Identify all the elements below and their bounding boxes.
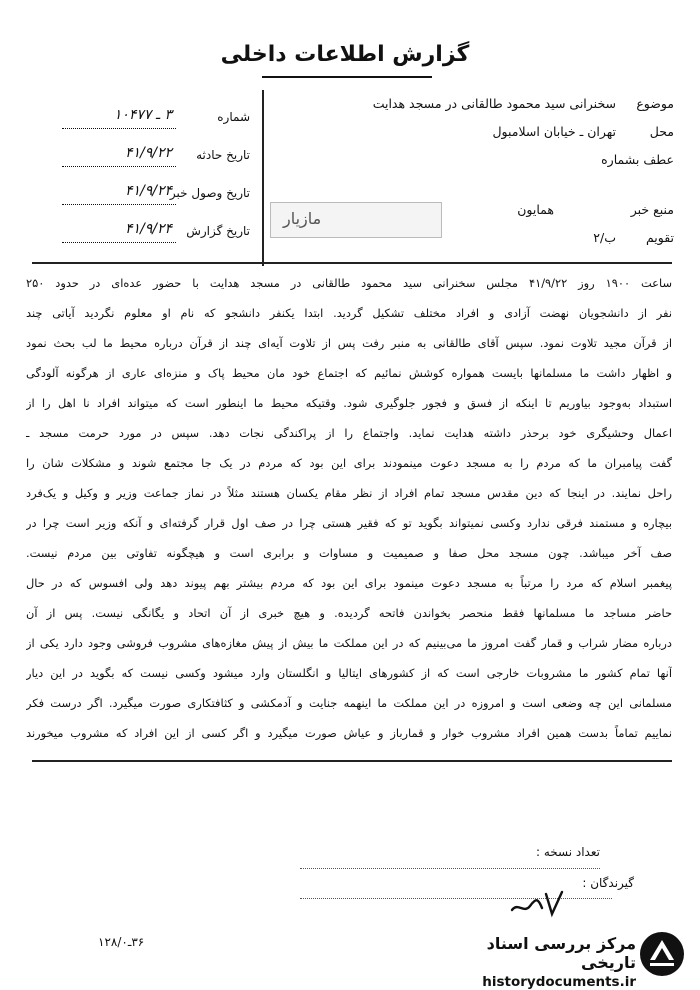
grade-value: ب/۲: [593, 230, 616, 245]
body-line: ساعت ۱۹۰۰ روز ۴۱/۹/۲۲ مجلس سخنرانی سید محمود طالقانی در مسجد هدایت با حضور عده‌ای در حدود ۲۵۰: [26, 276, 672, 290]
meta-incident-date-row: [40, 145, 250, 186]
body-line: نفر از دانشجویان نهضت آزادی و افراد مختلف تشکیل گردید. ابتدا یکنفر دانشجو که نام او معلوم نگردید آیاتی چند: [26, 306, 672, 320]
meta-report-date-row: [40, 221, 250, 262]
watermark-text: [428, 934, 636, 990]
handwritten-signature: [508, 888, 568, 920]
body-line: بیچاره و مستمند فرقی ندارد وکسی نمیتواند بگوید تو که فقیر هستی چرا در صف اول قرار گرفته‌ای و آنکه وزیر است چرا در: [26, 516, 672, 530]
copies-label: تعداد نسخه :: [535, 845, 600, 859]
reference-label: عطف بشماره: [601, 152, 674, 167]
body-line: صف آخر میباشد. چون مسجد محل صفا و صمیمیت و مساوات و برابری است و هیچگونه تفاوتی بین مردم نیست.: [26, 546, 672, 560]
body-line: از قرآن مجید تلاوت نمود. سپس آقای طالقانی به منبر رفت پس از تلاوت آیه‌ای چند از قرآن درباره محیط ما لب بحث نمود: [26, 336, 672, 350]
meta-number-row: [40, 107, 250, 148]
source-value: همایون: [517, 202, 554, 217]
meta-receipt-date-label: تاریخ وصول خبر: [169, 186, 250, 200]
body-line: گفت پیامبران ما که مردم را به مسجد دعوت مینمودند برای این بود که مردم در یک جا مجتمع شوند و مشکلات شان را: [26, 456, 672, 470]
dotted-line: [62, 242, 176, 243]
location-value: تهران ـ خیابان اسلامبول: [492, 124, 616, 139]
meta-receipt-date-row: [40, 183, 250, 224]
redacted-name: مازیار: [283, 209, 322, 228]
body-bottom-divider: [32, 760, 672, 762]
body-line: مسلمانی این چه وضعی است و امروزه در این مملکت ما اینهمه جنایت و آدمکشی و کثافتکاری صورت میگیرد. اگر درست فکر: [26, 696, 672, 710]
body-line: پیغمبر اسلام که مرد را مرتباً به مسجد دعوت مینمود برای این بود که مردم بیشتر بهم پیوند دهد ولی افسوس که در حال: [26, 576, 672, 590]
body-line: استبداد به‌وجود بیاوریم تا اینکه از فسق و فجور جلوگیری شود. وقتیکه محیط ما اینطور است که میتواند افراد نا اهل را از: [26, 396, 672, 410]
dotted-line: [62, 166, 176, 167]
grade-label: تقویم: [645, 230, 674, 245]
left-metadata: [40, 107, 250, 262]
dotted-line: [62, 128, 176, 129]
watermark-title: مرکز بررسی اسناد تاریخی: [486, 934, 636, 972]
location-row: [272, 124, 674, 152]
source-label: منبع خبر: [630, 202, 674, 217]
body-line: حاضر مساجد ما مسلمانها فقط منحصر بخواندن فاتحه گردیده. و هیچ خبری از آن اتحاد و یگانگی نیست. پس از آن: [26, 606, 672, 620]
meta-report-date-label: تاریخ گزارش: [186, 224, 250, 238]
subject-value: سخنرانی سید محمود طالقانی در مسجد هدایت: [372, 96, 616, 111]
title-underline: [262, 76, 432, 78]
dotted-line: [62, 204, 176, 205]
reference-row: [272, 152, 674, 180]
dotted-line: [300, 868, 600, 869]
redacted-name-box: [270, 202, 442, 238]
recipients-label: گیرندگان :: [582, 876, 634, 890]
archive-watermark: [428, 926, 692, 990]
subject-row: [272, 96, 674, 124]
body-line: آنها تمام کشور ما مشروبات خارجی است که از کشورهای ایتالیا و انگلستان وارد میشود وکسی نیست که بگوید در این دیار: [26, 666, 672, 680]
body-line: راحل نمایند. در اینجا که دین مقدس مسجد تمام افراد از نظر مقام یکسان هستند مثلاً در نماز جماعت وزیر و وکیل و یک‌فرد: [26, 486, 672, 500]
body-line: اعمال وحشیگری خود برحذر داشته هدایت نماید. واجتماع را از پراکندگی نجات دهد. سپس در مورد حرمت مسجد ـ: [26, 426, 672, 440]
document-number: ۳۶ـ۱۲۸/۰: [98, 935, 145, 949]
location-label: محل: [649, 124, 674, 139]
body-line: درباره مضار شراب و قمار گفت امروز ما می‌بینیم که در این مملکت ما بیش از پیش مغازه‌های مشروب فروشی وجود دارد یکی از: [26, 636, 672, 650]
body-line: و اظهار داشت ما مسلمانها بایست همواره کوشش نمائیم که اجتماع خود مان محیط پاک و منزه‌ای عاری از هرگونه آلودگی: [26, 366, 672, 380]
watermark-url: historydocuments.ir: [482, 974, 636, 990]
page-title: گزارش اطلاعات داخلی: [220, 42, 470, 67]
subject-label: موضوع: [636, 96, 674, 111]
vertical-divider: [262, 90, 264, 266]
meta-incident-date-value: ۴۱/۹/۲۲: [124, 145, 172, 161]
archive-logo-icon: [638, 930, 686, 978]
body-line: نماییم تماماً بدست همین افراد مشروب خوار و قمارباز و عیاش صورت میگیرد و اگر کسی از این افراد که مشروب میخورند: [26, 726, 672, 740]
meta-number-label: شماره: [217, 110, 250, 124]
meta-incident-date-label: تاریخ حادثه: [196, 148, 250, 162]
header-divider: [32, 262, 672, 264]
meta-report-date-value: ۴۱/۹/۲۴: [124, 221, 172, 237]
meta-receipt-date-value: ۴۱/۹/۲۴: [124, 183, 172, 199]
meta-number-value: ۳ ـ ۱۰۴۷۷: [113, 107, 172, 123]
report-body: [26, 268, 672, 748]
